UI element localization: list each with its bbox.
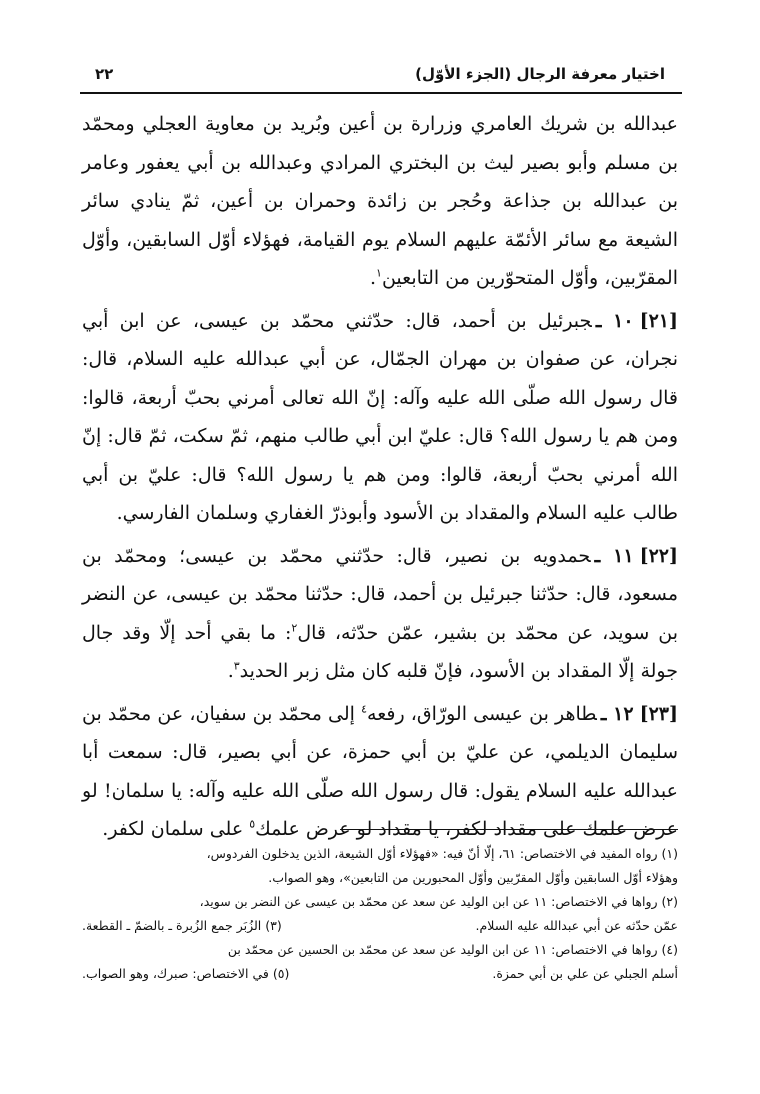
footnote-marker: ٢ [291, 621, 298, 635]
footnote-text: وهؤلاء أوّل السابقين وأوّل المقرّبين وأوّل المحبورين من التابعين»، وهو الصواب. [268, 870, 678, 885]
footnote-row-4-5 [82, 962, 678, 985]
intro-text: عبدالله بن شريك العامري وزرارة بن أعين وبُريد بن معاوية العجلي ومحمّد بن مسلم وأبو بصير ليث بن البختري المرادي وعبدالله بن أبي يعفور وعامر بن عبدالله بن جذاعة وحُجر بن زائدة وحمران بن أعين، ثمّ ينادي سائر الشيعة مع سائر الأئمّة عليهم السلام يوم القيامة، فهؤلاء أوّل السابقين، وأوّل المقرّبين، وأوّل المتحوّرين من التابعين [82, 113, 678, 289]
footnote-1-cont [82, 866, 678, 889]
entry-ref: [٢١] [639, 309, 678, 332]
footnote-marker: ٥ [249, 817, 256, 831]
footnote-text: (٤) رواها في الاختصاص: ١١ عن ابن الوليد عن سعد عن محمّد بن الحسين عن محمّد بن [227, 942, 678, 957]
page-header [95, 60, 665, 88]
footnote-3: (٣) الزُبَر جمع الزُبرة ـ بالضمّ ـ القطعة. [82, 918, 282, 933]
footnote-text: أسلم الجبلي عن علي بن أبي حمزة. [492, 966, 678, 981]
header-divider [80, 92, 682, 94]
footnote-text: (٢) رواها في الاختصاص: ١١ عن ابن الوليد عن سعد عن محمّد بن عيسى عن النضر بن سويد، [199, 894, 678, 909]
entry-text: جبرئيل بن أحمد، قال: حدّثني محمّد بن عيسى، عن ابن أبي نجران، عن صفوان بن مهران الجمّال، عن أبي عبدالله عليه السلام، قال: قال رسول الله صلّى الله عليه وآله: إنّ الله تعالى أمرني بحبّ أربعة، قالوا: ومن هم يا رسول الله؟ قال: عليّ ابن أبي طالب منهم، ثمّ سكت، ثمّ قال: إنّ الله أمرني بحبّ أربعة، قالوا: ومن هم يا رسول الله؟ قال: عليّ بن أبي طالب عليه السلام والمقداد بن الأسود وأبوذرّ الغفاري وسلمان الفارسي. [82, 309, 678, 524]
entry-number: ١٢ ـ [600, 702, 634, 725]
main-text [82, 105, 678, 849]
footnote-4 [82, 938, 678, 961]
footnote-divider [340, 829, 678, 830]
footnote-text: عمّن حدّثه عن أبي عبدالله عليه السلام. [475, 918, 678, 933]
footnote-marker: ١ [376, 266, 382, 280]
entry-number: ١١ ـ [594, 544, 634, 567]
entry-21 [82, 302, 678, 533]
page-number: ٢٢ [95, 65, 114, 83]
entry-text: طاهر بن عيسى الورّاق، رفعه [367, 702, 597, 725]
entry-text: على سلمان لكفر. [102, 818, 244, 840]
footnote-row-2-3 [82, 914, 678, 937]
entry-text: إلى محمّد بن سفيان، عن محمّد بن سليمان الديلمي، عن عليّ بن أبي حمزة، عن أبي بصير، قال: سمعت أبا عبدالله عليه السلام يقول: قال رسول الله صلّى الله عليه وآله: يا سلمان! لو عرض علمك على مقداد لكفر، يا مقداد لو عرض علمك [82, 702, 678, 840]
intro-paragraph: عبدالله بن شريك العامري وزرارة بن أعين وبُريد بن معاوية العجلي ومحمّد بن مسلم وأبو بصير ليث بن البختري المرادي وعبدالله بن أبي يعفور وعامر بن عبدالله بن جذاعة وحُجر بن زائدة وحمران بن أعين، ثمّ ينادي سائر الشيعة مع سائر الأئمّة عليهم السلام يوم القيامة، فهؤلاء أوّل السابقين، وأوّل المقرّبين، وأوّل المتحوّرين من التابعين$^١$. [82, 113, 678, 289]
entry-text: . [227, 660, 234, 682]
entry-22 [82, 537, 678, 691]
footnote-marker: ٤ [361, 702, 368, 716]
entry-ref: [٢٢] [639, 544, 679, 567]
entry-ref: [٢٣] [639, 702, 679, 725]
footnote-5: (٥) في الاختصاص: صبرك، وهو الصواب. [82, 966, 290, 981]
entry-number: ١٠ ـ [595, 309, 634, 332]
entry-text: حمدويه بن نصير، قال: حدّثني محمّد بن عيسى؛ ومحمّد بن مسعود، قال: حدّثنا جبرئيل بن أحمد، قال: حدّثنا محمّد بن عيسى، عن النضر بن سويد، عن محمّد بن بشير، عمّن حدّثه، قال [82, 544, 678, 644]
footnote-marker: ٣ [233, 659, 240, 673]
footnotes [82, 842, 678, 986]
footnote-1 [82, 842, 678, 865]
footnote-2 [82, 890, 678, 913]
footnote-text: (١) رواه المفيد في الاختصاص: ٦١، إلّا أنّ فيه: «فهؤلاء أوّل الشيعة، الذين يدخلون الفردوس، [206, 846, 678, 861]
running-title: اختيار معرفة الرجال (الجزء الأوّل) [415, 65, 665, 83]
entry-text: : ما بقي أحد إلّا وقد جال جولة إلّا المقداد بن الأسود، فإنّ قلبه كان مثل زبر الحديد [82, 621, 678, 682]
entry-23 [82, 695, 678, 849]
